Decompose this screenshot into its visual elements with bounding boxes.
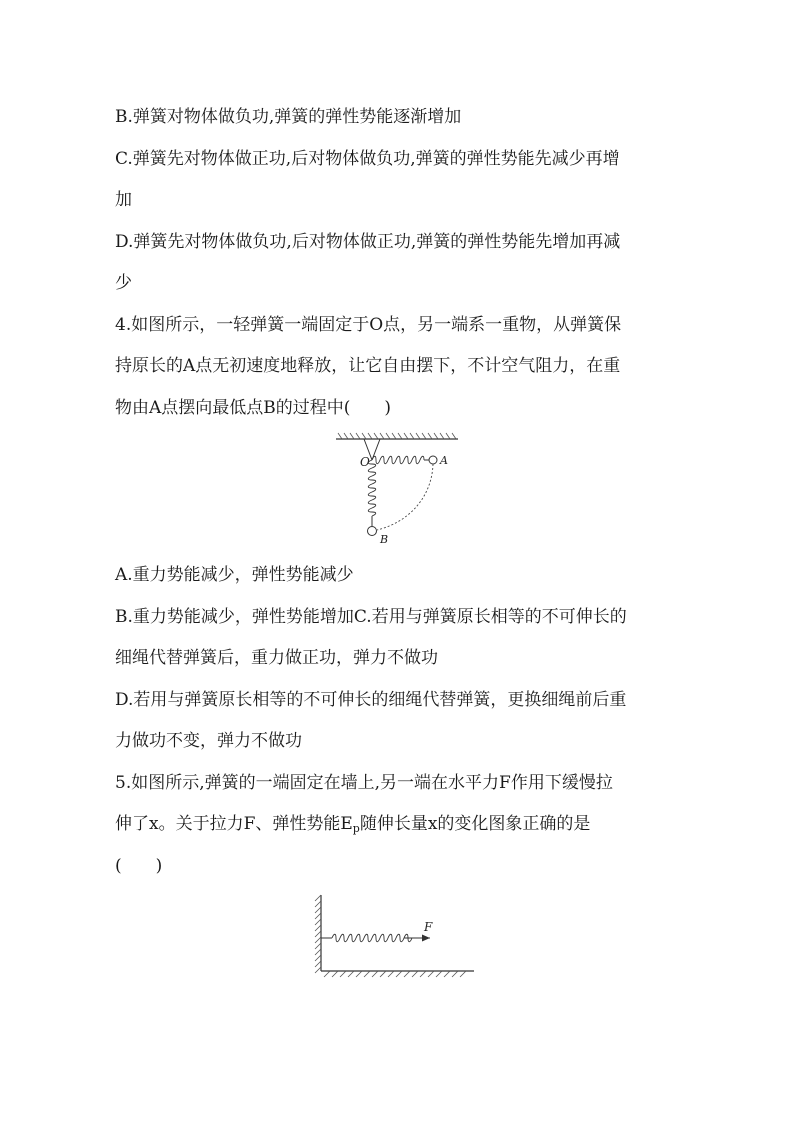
question-5-line1: 5.如图所示,弹簧的一端固定在墙上,另一端在水平力F作用下缓慢拉 [115,773,613,793]
question-4-line1: 4.如图所示，一轻弹簧一端固定于O点，另一端系一重物，从弹簧保 [115,315,622,335]
option-d-q4-line2: 力做功不变，弹力不做功 [115,731,302,751]
option-d-q4-line1: D.若用与弹簧原长相等的不可伸长的细绳代替弹簧，更换细绳前后重 [115,690,627,710]
q5-text-pre: 伸了x。关于拉力F、弹性势能E [115,814,353,834]
option-bc-q4-line1: B.重力势能减少，弹性势能增加C.若用与弹簧原长相等的不可伸长的 [115,607,627,627]
option-c-q3-line1: C.弹簧先对物体做正功,后对物体做负功,弹簧的弹性势能先减少再增 [115,149,620,169]
label-b: B [380,533,389,546]
q5-text-post: 随伸长量x的变化图象正确的是 [359,814,591,834]
option-c-q4-line2: 细绳代替弹簧后，重力做正功，弹力不做功 [115,648,438,668]
label-a: A [440,454,448,467]
ep-subscript: p [352,822,360,835]
option-d-q3-line2: 少 [115,273,132,293]
option-d-q3-line1: D.弹簧先对物体做负功,后对物体做正功,弹簧的弹性势能先增加再减 [115,232,621,252]
option-a-q4: A.重力势能减少，弹性势能减少 [115,565,354,585]
wall-spring-figure [312,893,478,981]
label-f: F [424,920,433,934]
question-4-line2: 持原长的A点无初速度地释放，让它自由摆下，不计空气阻力，在重 [115,356,621,376]
question-4-line3: 物由A点摆向最低点B的过程中( ) [115,398,392,418]
spring-pendulum-figure [330,430,465,550]
option-b-q3-line1: B.弹簧对物体做负功,弹簧的弹性势能逐渐增加 [115,107,462,127]
option-c-q3-line2: 加 [115,190,132,210]
label-o: O [360,455,370,469]
question-5-line3: ( ) [115,856,163,876]
question-5-line2 [115,813,590,840]
